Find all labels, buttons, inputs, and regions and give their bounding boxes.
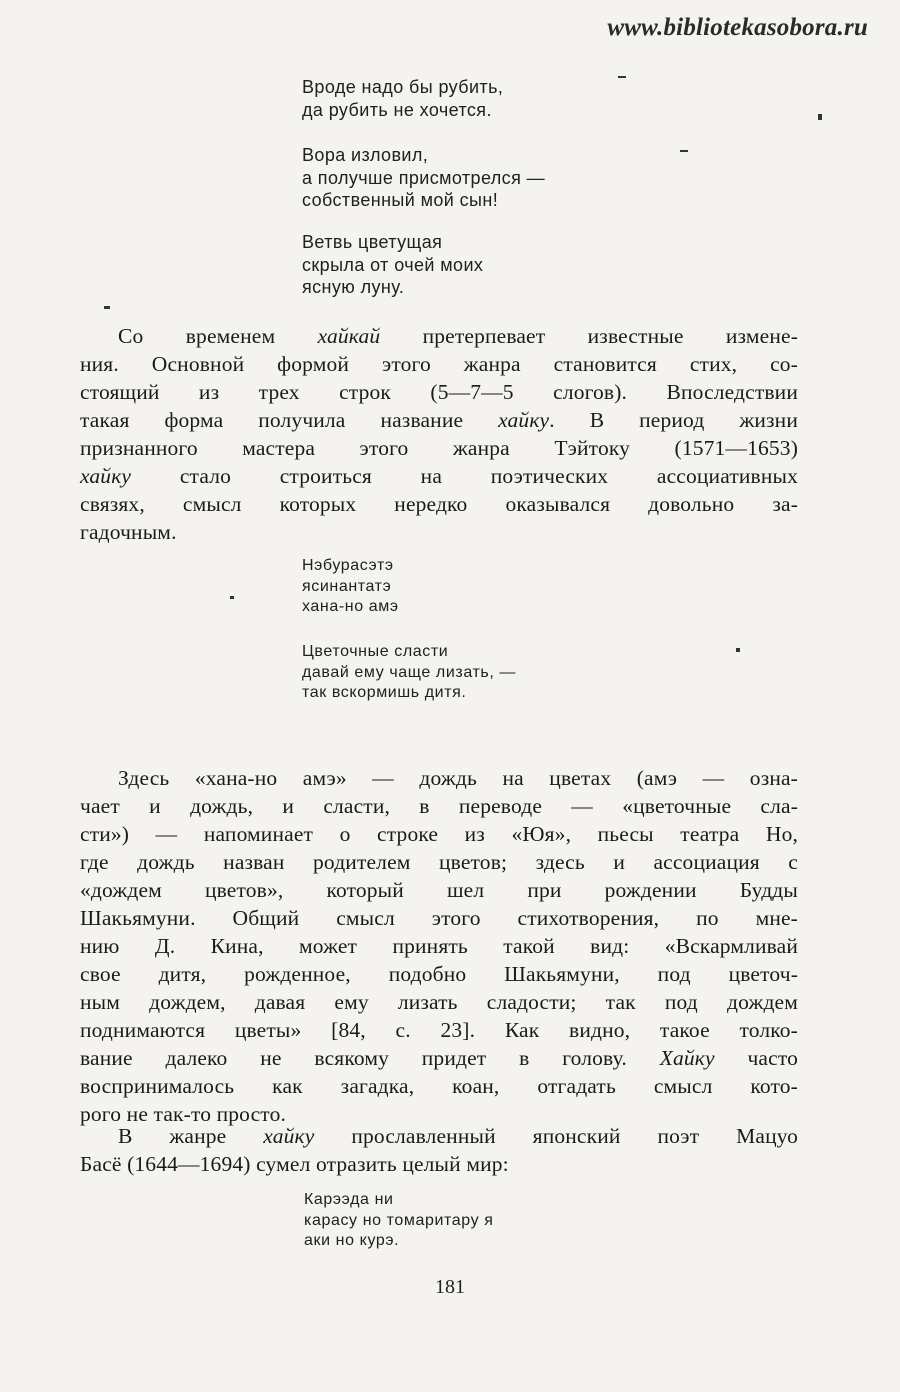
poem-line: а получше присмотрелся — [302,167,546,188]
scan-speck [230,596,234,599]
poem-2 [302,144,545,212]
poem-4-translation [302,642,516,704]
text-run: «дождем цветов», который шел при рождении Будды [80,878,798,902]
text-run: где дождь назван родителем цветов; здесь и ассоциация с [80,850,798,874]
text-line [80,904,798,932]
poem-5-japanese [304,1190,494,1252]
italic-term: хайку [80,464,132,488]
poem-line: ясинантатэ [302,577,392,595]
text-run: рого не так-то просто. [80,1102,286,1126]
text-line [80,792,798,820]
text-line [80,932,798,960]
text-run: воспринималось как загадка, коан, отгадать смысл кото- [80,1074,798,1098]
paragraph-3 [80,1122,798,1178]
page-number: 181 [435,1276,465,1298]
text-line [80,350,798,378]
text-run: гадочным. [80,520,177,544]
poem-1 [302,76,503,121]
text-line [80,434,798,462]
poem-line: Вора изловил, [302,145,429,165]
poem-line: ясную луну. [302,277,405,297]
poem-line: Цветочные сласти [302,643,449,660]
text-line [118,764,798,792]
text-run: поднимаются цветы» [84, с. 23]. Как видно, такое толко- [80,1018,798,1042]
poem-line: скрыла от очей моих [302,254,484,275]
italic-term: хайку [263,1124,315,1148]
poem-line: давай ему чаще лизать, — [302,663,517,681]
scan-speck [104,306,110,309]
text-line [118,322,798,350]
text-run: прославленный японский поэт Мацуо [314,1124,798,1148]
text-run: нию Д. Кина, может принять такой вид: «Вскармливай [80,934,798,958]
scan-speck [818,114,822,120]
text-run: часто [714,1046,798,1070]
scan-speck [736,648,740,652]
text-run: стало строиться на поэтических ассоциативных [131,464,798,488]
poem-line: карасу но томаритару я [304,1211,494,1229]
text-line [80,490,798,518]
text-line [80,1072,798,1100]
italic-term: хайкай [317,324,381,348]
paragraph-2 [80,764,798,1128]
poem-4-japanese [302,556,399,618]
text-run: такая форма получила название [80,408,499,432]
text-line [80,518,798,546]
text-run: сти») — напоминает о строке из «Юя», пьесы театра Но, [80,822,798,846]
text-run: чает и дождь, и сласти, в переводе — «цветочные сла- [80,794,798,818]
scan-speck [618,76,626,78]
poem-line: да рубить не хочется. [302,99,492,120]
text-run: вание далеко не всякому придет в голову. [80,1046,660,1070]
poem-line: собственный мой сын! [302,190,499,210]
text-run: ным дождем, давая ему лизать сладости; так под дождем [80,990,798,1014]
text-run: Басё (1644—1694) сумел отразить целый мир: [80,1152,509,1176]
poem-line: Ветвь цветущая [302,232,443,252]
text-line [80,1016,798,1044]
text-line [80,960,798,988]
scan-speck [680,150,688,152]
poem-line: хана-но амэ [302,598,399,615]
paragraph-1 [80,322,798,546]
poem-line: Карээда ни [304,1191,394,1208]
text-line [80,1044,798,1072]
text-line [80,406,798,434]
text-run: Со временем [118,324,318,348]
italic-term: хайку [498,408,550,432]
text-line [80,988,798,1016]
poem-line: аки но курэ. [304,1232,400,1249]
text-line [80,462,798,490]
text-run: ния. Основной формой этого жанра становится стих, со- [80,352,798,376]
poem-line: Нэбурасэтэ [302,557,394,574]
text-line [80,1150,798,1178]
text-line [80,876,798,904]
text-run: Здесь «хана-но амэ» — дождь на цветах (амэ — озна- [118,766,798,790]
text-line [80,820,798,848]
poem-line: Вроде надо бы рубить, [302,77,504,97]
italic-term: Хайку [659,1046,715,1070]
text-line [80,848,798,876]
text-run: претерпевает известные измене- [380,324,798,348]
text-run: . В период жизни [549,408,798,432]
text-run: Шакьямуни. Общий смысл этого стихотворения, по мне- [80,906,798,930]
poem-line: так вскормишь дитя. [302,684,467,701]
text-run: стоящий из трех строк (5—7—5 слогов). Впоследствии [80,380,798,404]
text-run: признанного мастера этого жанра Тэйтоку (1571—1653) [80,436,798,460]
poem-3 [302,231,483,299]
text-run: связях, смысл которых нередко оказывался довольно за- [80,492,798,516]
text-line [80,378,798,406]
text-run: свое дитя, рожденное, подобно Шакьямуни, под цветоч- [80,962,798,986]
text-line [118,1122,798,1150]
text-run: В жанре [118,1124,264,1148]
site-watermark-url: www.bibliotekasobora.ru [607,14,868,41]
